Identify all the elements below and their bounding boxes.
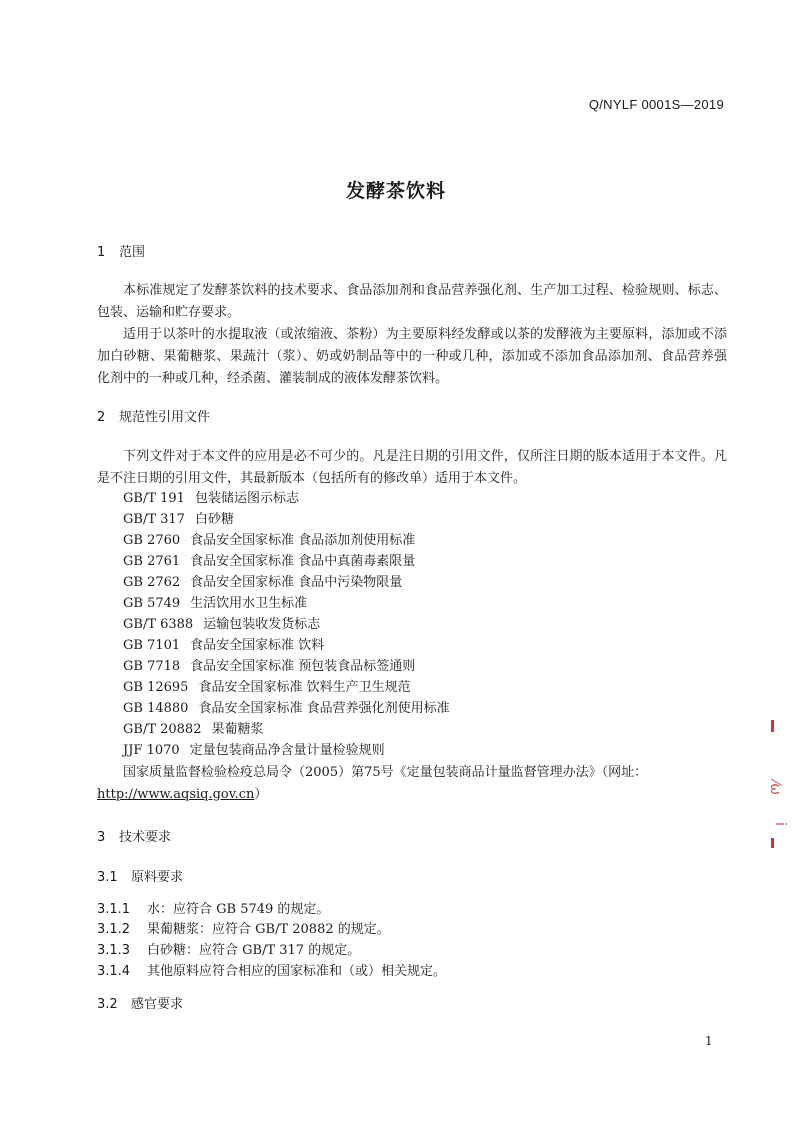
regulation-reference <box>97 762 727 806</box>
section-3-heading <box>97 826 171 845</box>
section-1-heading <box>97 241 145 260</box>
reference-code: GB 14880 <box>123 701 189 716</box>
item-number: 3.1.2 <box>97 922 131 937</box>
subsection-number: 3.1 <box>97 870 118 885</box>
requirement-item <box>97 960 446 979</box>
page-number: 1 <box>705 1034 713 1048</box>
reference-item <box>123 636 324 656</box>
standard-code: Q/NYLF 0001S—2019 <box>588 97 724 112</box>
reference-title: 食品安全国家标准 食品中真菌毒素限量 <box>190 554 416 569</box>
reference-title: 运输包装收发货标志 <box>203 617 321 632</box>
reference-code: GB 2762 <box>123 575 181 590</box>
reference-item <box>123 489 299 509</box>
reference-item <box>123 678 411 698</box>
reference-code: GB/T 317 <box>123 512 185 527</box>
reference-title: 食品安全国家标准 饮料生产卫生规范 <box>198 680 411 695</box>
requirement-item <box>97 918 390 937</box>
reference-code: GB/T 6388 <box>123 617 194 632</box>
reference-title: 包装储运图示标志 <box>194 491 299 506</box>
seal-edge-mark <box>771 838 774 848</box>
subsection-title: 原料要求 <box>131 870 184 885</box>
requirement-item <box>97 939 360 958</box>
reference-item <box>123 720 264 740</box>
regulation-text: 国家质量监督检验检疫总局令（2005）第75号《定量包装商品计量监督管理办法》（网址： <box>123 765 648 780</box>
reference-code: GB 2760 <box>123 533 181 548</box>
subsection-3-1-heading <box>97 866 183 885</box>
section-title: 范围 <box>119 245 146 260</box>
section-title: 技术要求 <box>119 830 172 845</box>
reference-title: 食品安全国家标准 预包装食品标签通则 <box>190 659 416 674</box>
reference-title: 食品安全国家标准 食品添加剂使用标准 <box>190 533 416 548</box>
reference-code: GB 12695 <box>123 680 189 695</box>
reference-title: 定量包装商品净含量计量检验规则 <box>189 743 385 758</box>
reference-code: GB/T 191 <box>123 491 185 506</box>
reference-code: GB 2761 <box>123 554 181 569</box>
reference-item <box>123 594 307 614</box>
item-text: 其他原料应符合相应的国家标准和（或）相关规定。 <box>147 964 447 979</box>
item-number: 3.1.1 <box>97 902 131 917</box>
reference-item <box>123 573 402 593</box>
subsection-number: 3.2 <box>97 997 118 1012</box>
requirement-item <box>97 898 329 917</box>
reference-title: 白砂糖 <box>194 512 234 527</box>
regulation-close: ） <box>254 787 268 802</box>
reference-title: 果葡糖浆 <box>211 722 264 737</box>
scope-paragraph-2: 适用于以茶叶的水提取液（或浓缩液、茶粉）为主要原料经发酵或以茶的发酵液为主要原料，添加或不添加白砂糖、果葡糖浆、果蔬汁（浆）、奶或奶制品等中的一种或几种，添加或不添加食品添加剂、食品营养强化剂中的一种或几种，经杀菌、灌装制成的液体发酵茶饮料。 <box>97 327 727 386</box>
reference-item <box>123 552 415 572</box>
reference-code: JJF 1070 <box>123 743 180 758</box>
reference-item <box>123 741 385 761</box>
references-intro: 下列文件对于本文件的应用是必不可少的。凡是注日期的引用文件，仅所注日期的版本适用于本文件。凡是不注日期的引用文件，其最新版本（包括所有的修改单）适用于本文件。 <box>97 449 727 486</box>
reference-title: 生活饮用水卫生标准 <box>190 596 308 611</box>
item-text: 果葡糖浆：应符合 GB/T 20882 的规定。 <box>147 922 390 937</box>
subsection-title: 感官要求 <box>131 997 184 1012</box>
item-number: 3.1.3 <box>97 943 131 958</box>
section-number: 2 <box>97 410 106 425</box>
reference-code: GB 7101 <box>123 638 181 653</box>
reference-item <box>123 657 415 677</box>
reference-item <box>123 510 234 530</box>
item-number: 3.1.4 <box>97 964 131 979</box>
document-title: 发酵茶饮料 <box>345 180 446 202</box>
reference-code: GB/T 20882 <box>123 722 202 737</box>
subsection-3-2-heading <box>97 993 183 1012</box>
seal-edge-mark <box>771 720 774 732</box>
section-2-heading <box>97 406 210 425</box>
reference-item <box>123 615 320 635</box>
reference-item <box>123 699 450 719</box>
seal-edge-fragment: ⅰ <box>772 822 789 826</box>
item-text: 白砂糖：应符合 GB/T 317 的规定。 <box>147 943 361 958</box>
item-text: 水：应符合 GB 5749 的规定。 <box>147 902 330 917</box>
regulation-url-link[interactable]: http://www.aqsiq.gov.cn <box>97 787 255 802</box>
section-number: 1 <box>97 245 106 260</box>
section-number: 3 <box>97 830 106 845</box>
reference-title: 食品安全国家标准 食品中污染物限量 <box>190 575 403 590</box>
section-title: 规范性引用文件 <box>119 410 211 425</box>
reference-code: GB 7718 <box>123 659 181 674</box>
scope-paragraph-1: 本标准规定了发酵茶饮料的技术要求、食品添加剂和食品营养强化剂、生产加工过程、检验规则、标志、包装、运输和贮存要求。 <box>97 283 727 320</box>
reference-title: 食品安全国家标准 饮料 <box>190 638 325 653</box>
seal-edge-fragment: ⁄ω <box>766 780 783 796</box>
reference-code: GB 5749 <box>123 596 181 611</box>
reference-title: 食品安全国家标准 食品营养强化剂使用标准 <box>198 701 450 716</box>
reference-item <box>123 531 415 551</box>
